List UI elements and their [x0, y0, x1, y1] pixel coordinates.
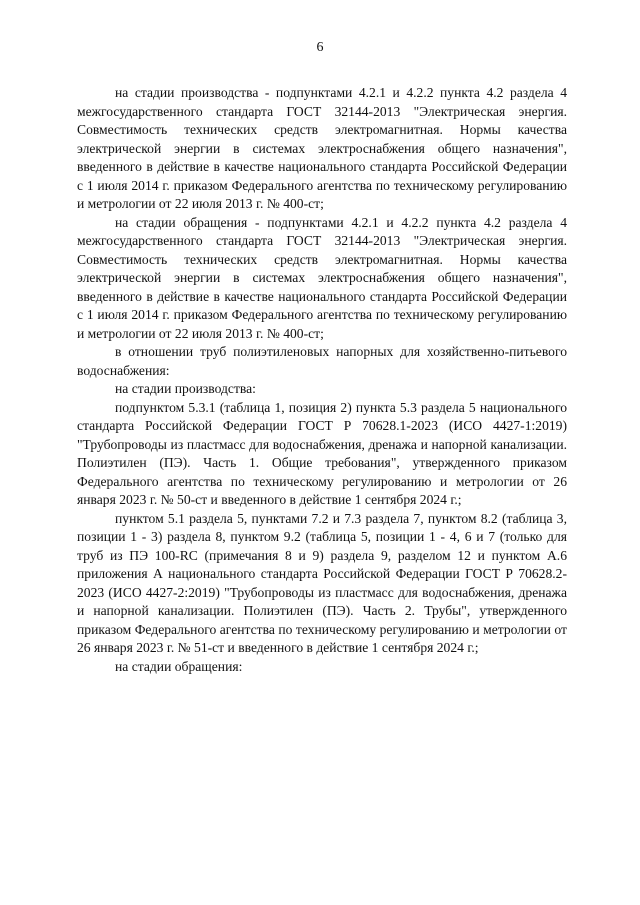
page-number: 6	[316, 40, 324, 55]
paragraph-circulation-stage-heading: на стадии обращения:	[115, 658, 243, 674]
paragraph-circulation-stage-gost-32144: на стадии обращения - подпунктами 4.2.1 и 4.2.2 пункта 4.2 раздела 4 межгосударственного стандарта ГОСТ 32144-2013 "Электрическая энергия. Совместимость технических средств электромагнитная. Нормы качества электрической энергии в системах электроснабжения общего назначения", введенного в действие в качестве национального стандарта Российской Федерации с 1 июля 2014 г. приказом Федерального агентства по техническому регулированию и метрологии от 22 июля 2013 г. № 400-ст;	[77, 214, 567, 341]
paragraph-gost-r-70628-2: пунктом 5.1 раздела 5, пунктами 7.2 и 7.3 раздела 7, пунктом 8.2 (таблица 3, позиции 1 - 3) раздела 8, пунктом 9.2 (таблица 5, позиции 1 - 4, 6 и 7 (только для труб из ПЭ 100-RC (примечания 8 и 9) раздела 9, разделом 12 и пунктом А.6 приложения А национального стандарта Российской Федерации ГОСТ Р 70628.2-2023 (ИСО 4427-2:2019) "Трубопроводы из пластмасс для водоснабжения, дренажа и напорной канализации. Полиэтилен (ПЭ). Часть 2. Трубы", утвержденного приказом Федерального агентства по техническому регулированию и метрологии от 26 января 2023 г. № 51-ст и введенного в действие 1 сентября 2024 г.;	[77, 510, 567, 655]
paragraph-production-stage-gost-32144: на стадии производства - подпунктами 4.2.1 и 4.2.2 пункта 4.2 раздела 4 межгосударственного стандарта ГОСТ 32144-2013 "Электрическая энергия. Совместимость технических средств электромагнитная. Нормы качества электрической энергии в системах электроснабжения общего назначения", введенного в действие в качестве национального стандарта Российской Федерации с 1 июля 2014 г. приказом Федерального агентства по техническому регулированию и метрологии от 22 июля 2013 г. № 400-ст;	[77, 85, 567, 211]
document-body	[77, 84, 567, 676]
paragraph-polyethylene-pipes: в отношении труб полиэтиленовых напорных для хозяйственно-питьевого водоснабжения:	[77, 344, 567, 378]
paragraph-gost-r-70628-1: подпунктом 5.3.1 (таблица 1, позиция 2) пункта 5.3 раздела 5 национального стандарта Российской Федерации ГОСТ Р 70628.1-2023 (ИСО 4427-1:2019) "Трубопроводы из пластмасс для водоснабжения, дренажа и напорной канализации. Полиэтилен (ПЭ). Часть 1. Общие требования", утвержденного приказом Федерального агентства по техническому регулированию и метрологии от 26 января 2023 г. № 50-ст и введенного в действие 1 сентября 2024 г.;	[77, 399, 567, 507]
paragraph-production-stage-heading: на стадии производства:	[115, 381, 256, 396]
